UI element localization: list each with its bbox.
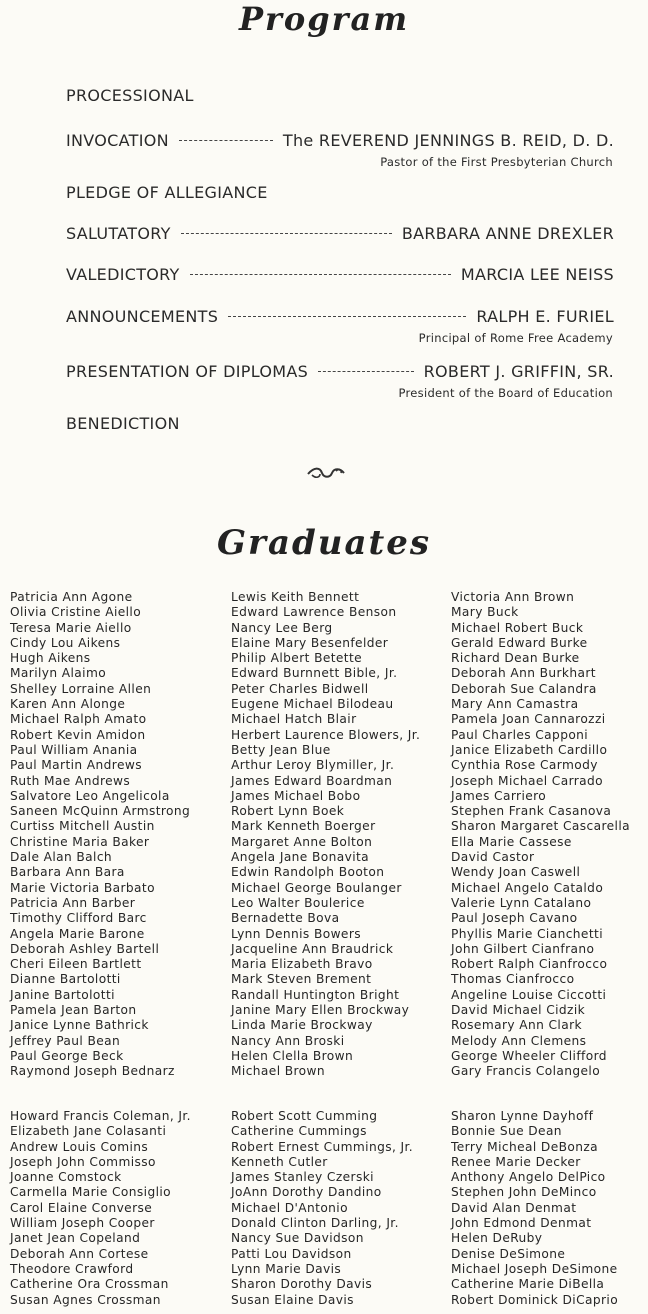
graduate-name: Pamela Joan Cannarozzi [451, 712, 606, 727]
graduate-name: Michael Ralph Amato [10, 712, 147, 727]
graduate-name: Sharon Lynne Dayhoff [451, 1109, 594, 1123]
graduates-block2-col3 [451, 1109, 618, 1308]
graduate-name: Patti Lou Davidson [231, 1246, 352, 1261]
program-item-label: VALEDICTORY [66, 265, 180, 284]
graduate-name: Dianne Bartolotti [10, 972, 121, 987]
graduate-name: Andrew Louis Comins [10, 1139, 149, 1154]
graduate-name: Paul Joseph Cavano [451, 911, 578, 926]
program-item-salutatory [66, 224, 614, 243]
program-item-label: PRESENTATION OF DIPLOMAS [66, 362, 309, 381]
graduate-name: Barbara Ann Bara [10, 865, 125, 880]
graduate-name: Lynn Marie Davis [231, 1261, 342, 1276]
graduate-name: Linda Marie Brockway [231, 1018, 373, 1033]
graduate-name: David Castor [451, 850, 535, 865]
dotted-leader [190, 274, 451, 275]
graduate-name: Janine Mary Ellen Brockway [231, 1003, 410, 1018]
program-title: Program [238, 0, 410, 38]
graduates-block1-col2 [231, 590, 420, 1080]
graduate-name: Lynn Dennis Bowers [231, 926, 361, 941]
graduate-name: Helen Clella Brown [231, 1048, 354, 1063]
graduate-name: Susan Agnes Crossman [10, 1292, 161, 1307]
graduate-name: Paul Martin Andrews [10, 758, 142, 773]
graduate-name: Gary Francis Colangelo [451, 1064, 601, 1079]
graduate-name: David Alan Denmat [451, 1200, 577, 1215]
program-item-subtitle: Principal of Rome Free Academy [418, 331, 613, 345]
graduates-block1-col1 [10, 590, 190, 1080]
graduate-name: Melody Ann Clemens [451, 1033, 587, 1048]
graduate-name: Paul William Anania [10, 742, 138, 757]
graduate-name: James Carriero [451, 788, 547, 803]
graduate-name: Margaret Anne Bolton [231, 834, 373, 849]
graduate-name: Sharon Margaret Cascarella [451, 819, 630, 834]
graduate-name: Randall Huntington Bright [231, 987, 400, 1002]
program-item-label: ANNOUNCEMENTS [66, 307, 219, 326]
graduate-name: Michael Brown [231, 1064, 326, 1079]
graduate-name: Paul Charles Capponi [451, 727, 589, 742]
graduate-name: Paul George Beck [10, 1048, 124, 1063]
graduate-name: Lewis Keith Bennett [231, 590, 360, 604]
graduate-name: Stephen Frank Casanova [451, 804, 612, 819]
dotted-leader [318, 371, 414, 372]
ornament-flourish-icon [306, 465, 346, 481]
graduate-name: Theodore Crawford [10, 1261, 134, 1276]
program-item-invocation [66, 131, 614, 150]
graduate-name: Michael Joseph DeSimone [451, 1261, 618, 1276]
graduate-name: Elaine Mary Besenfelder [231, 635, 389, 650]
graduate-name: Elizabeth Jane Colasanti [10, 1124, 167, 1139]
program-item-label: SALUTATORY [66, 224, 171, 243]
graduate-name: Michael George Boulanger [231, 880, 402, 895]
graduate-name: Karen Ann Alonge [10, 697, 126, 712]
graduate-name: Janine Bartolotti [10, 987, 115, 1002]
program-item-valedictory [66, 265, 614, 284]
graduate-name: Eugene Michael Bilodeau [231, 697, 394, 712]
graduate-name: Catherine Cummings [231, 1124, 367, 1139]
graduate-name: Marilyn Alaimo [10, 666, 107, 681]
graduate-name: Deborah Ann Cortese [10, 1246, 149, 1261]
graduate-name: Pamela Jean Barton [10, 1003, 137, 1018]
graduate-name: Maria Elizabeth Bravo [231, 957, 373, 972]
graduate-name: Jacqueline Ann Braudrick [231, 941, 394, 956]
graduate-name: Michael D'Antonio [231, 1200, 348, 1215]
graduate-name: William Joseph Cooper [10, 1216, 155, 1231]
graduate-name: Richard Dean Burke [451, 651, 580, 666]
program-item-label: PROCESSIONAL [66, 86, 194, 105]
program-item-pledge [66, 183, 614, 202]
graduate-name: Joseph John Commisso [10, 1154, 156, 1169]
graduate-name: Ruth Mae Andrews [10, 773, 131, 788]
graduate-name: Cheri Eileen Bartlett [10, 957, 142, 972]
graduates-block1-col3 [451, 590, 630, 1080]
graduate-name: Hugh Aikens [10, 651, 91, 666]
graduate-name: Robert Lynn Boek [231, 804, 345, 819]
program-item-label: INVOCATION [66, 131, 169, 150]
program-item-person: MARCIA LEE NEISS [460, 265, 614, 284]
graduate-name: Helen DeRuby [451, 1231, 543, 1246]
graduate-name: Wendy Joan Caswell [451, 865, 581, 880]
graduate-name: Mark Steven Brement [231, 972, 372, 987]
graduate-name: Michael Angelo Cataldo [451, 880, 604, 895]
graduate-name: Herbert Laurence Blowers, Jr. [231, 727, 421, 742]
graduate-name: Kenneth Cutler [231, 1154, 328, 1169]
graduate-name: Catherine Marie DiBella [451, 1277, 605, 1292]
graduate-name: Terry Micheal DeBonza [451, 1139, 599, 1154]
graduate-name: Janice Elizabeth Cardillo [451, 742, 608, 757]
graduate-name: Catherine Ora Crossman [10, 1277, 169, 1292]
graduate-name: Mary Ann Camastra [451, 697, 579, 712]
graduate-name: Robert Ernest Cummings, Jr. [231, 1139, 414, 1154]
graduate-name: Anthony Angelo DelPico [451, 1170, 606, 1185]
graduate-name: Olivia Cristine Aiello [10, 605, 142, 620]
graduate-name: George Wheeler Clifford [451, 1048, 607, 1063]
graduate-name: Renee Marie Decker [451, 1154, 581, 1169]
graduate-name: David Michael Cidzik [451, 1003, 586, 1018]
graduate-name: Angela Jane Bonavita [231, 850, 370, 865]
graduate-name: James Edward Boardman [231, 773, 393, 788]
graduate-name: Carmella Marie Consiglio [10, 1185, 172, 1200]
graduate-name: Robert Ralph Cianfrocco [451, 957, 608, 972]
program-item-person: The REVEREND JENNINGS B. REID, D. D. [282, 131, 614, 150]
graduate-name: Edward Lawrence Benson [231, 605, 397, 620]
program-item-announcements [66, 307, 614, 326]
graduate-name: Shelley Lorraine Allen [10, 681, 152, 696]
program-item-label: PLEDGE OF ALLEGIANCE [66, 183, 268, 202]
graduate-name: Edward Burnnett Bible, Jr. [231, 666, 398, 681]
graduate-name: Betty Jean Blue [231, 742, 331, 757]
graduate-name: Rosemary Ann Clark [451, 1018, 582, 1033]
graduate-name: Dale Alan Balch [10, 850, 113, 865]
program-item-person: BARBARA ANNE DREXLER [401, 224, 614, 243]
graduate-name: Nancy Lee Berg [231, 620, 333, 635]
graduate-name: Ella Marie Cassese [451, 834, 572, 849]
graduate-name: Janice Lynne Bathrick [10, 1018, 149, 1033]
graduate-name: Michael Robert Buck [451, 620, 584, 635]
graduate-name: Howard Francis Coleman, Jr. [10, 1109, 191, 1123]
dotted-leader [179, 140, 273, 141]
graduate-name: Bonnie Sue Dean [451, 1124, 562, 1139]
graduate-name: Leo Walter Boulerice [231, 895, 365, 910]
graduates-block2-col1 [10, 1109, 191, 1308]
graduate-name: Curtiss Mitchell Austin [10, 819, 155, 834]
graduate-name: Patricia Ann Agone [10, 590, 133, 604]
graduate-name: Robert Dominick DiCaprio [451, 1292, 619, 1307]
graduates-title: Graduates [217, 523, 431, 563]
graduates-block2-col2 [231, 1109, 413, 1308]
dotted-leader [228, 316, 466, 317]
graduate-name: Bernadette Bova [231, 911, 340, 926]
graduate-name: Jeffrey Paul Bean [10, 1033, 121, 1048]
graduate-name: Timothy Clifford Barc [10, 911, 147, 926]
graduate-name: Saneen McQuinn Armstrong [10, 804, 191, 819]
graduate-name: Mark Kenneth Boerger [231, 819, 376, 834]
graduate-name: Stephen John DeMinco [451, 1185, 597, 1200]
graduate-name: Marie Victoria Barbato [10, 880, 155, 895]
graduate-name: Thomas Cianfrocco [451, 972, 575, 987]
graduate-name: Angela Marie Barone [10, 926, 145, 941]
graduate-name: Raymond Joseph Bednarz [10, 1064, 175, 1079]
graduate-name: Gerald Edward Burke [451, 635, 588, 650]
graduate-name: Deborah Sue Calandra [451, 681, 597, 696]
graduate-name: James Michael Bobo [231, 788, 361, 803]
graduate-name: Salvatore Leo Angelicola [10, 788, 170, 803]
graduate-name: John Gilbert Cianfrano [451, 941, 595, 956]
graduate-name: Philip Albert Betette [231, 651, 363, 666]
graduate-name: Arthur Leroy Blymiller, Jr. [231, 758, 395, 773]
graduate-name: Deborah Ann Burkhart [451, 666, 596, 681]
graduate-name: Carol Elaine Converse [10, 1200, 153, 1215]
program-item-diplomas [66, 362, 614, 381]
graduate-name: Peter Charles Bidwell [231, 681, 369, 696]
graduate-name: Christine Maria Baker [10, 834, 150, 849]
graduate-name: Deborah Ashley Bartell [10, 941, 160, 956]
graduate-name: Phyllis Marie Cianchetti [451, 926, 603, 941]
graduate-name: Victoria Ann Brown [451, 590, 575, 604]
graduate-name: Susan Elaine Davis [231, 1292, 354, 1307]
dotted-leader [181, 233, 392, 234]
graduate-name: Sharon Dorothy Davis [231, 1277, 373, 1292]
graduate-name: JoAnn Dorothy Dandino [231, 1185, 382, 1200]
graduate-name: Nancy Ann Broski [231, 1033, 345, 1048]
graduate-name: John Edmond Denmat [451, 1216, 592, 1231]
graduate-name: Robert Kevin Amidon [10, 727, 146, 742]
program-item-benediction [66, 414, 614, 433]
graduate-name: Nancy Sue Davidson [231, 1231, 364, 1246]
graduate-name: Mary Buck [451, 605, 519, 620]
program-item-person: ROBERT J. GRIFFIN, SR. [423, 362, 614, 381]
graduate-name: James Stanley Czerski [231, 1170, 374, 1185]
graduate-name: Robert Scott Cumming [231, 1109, 378, 1123]
graduate-name: Denise DeSimone [451, 1246, 566, 1261]
graduate-name: Patricia Ann Barber [10, 895, 136, 910]
graduate-name: Joanne Comstock [10, 1170, 122, 1185]
graduate-name: Cindy Lou Aikens [10, 635, 121, 650]
program-item-person: RALPH E. FURIEL [476, 307, 614, 326]
program-item-processional [66, 86, 614, 105]
graduate-name: Valerie Lynn Catalano [451, 895, 592, 910]
program-item-label: BENEDICTION [66, 414, 180, 433]
graduate-name: Donald Clinton Darling, Jr. [231, 1216, 399, 1231]
graduate-name: Cynthia Rose Carmody [451, 758, 598, 773]
graduate-name: Teresa Marie Aiello [10, 620, 132, 635]
graduate-name: Angeline Louise Ciccotti [451, 987, 607, 1002]
graduate-name: Joseph Michael Carrado [451, 773, 604, 788]
graduate-name: Michael Hatch Blair [231, 712, 357, 727]
graduate-name: Edwin Randolph Booton [231, 865, 385, 880]
graduate-name: Janet Jean Copeland [10, 1231, 141, 1246]
program-item-subtitle: Pastor of the First Presbyterian Church [380, 155, 613, 169]
program-item-subtitle: President of the Board of Education [398, 386, 613, 400]
